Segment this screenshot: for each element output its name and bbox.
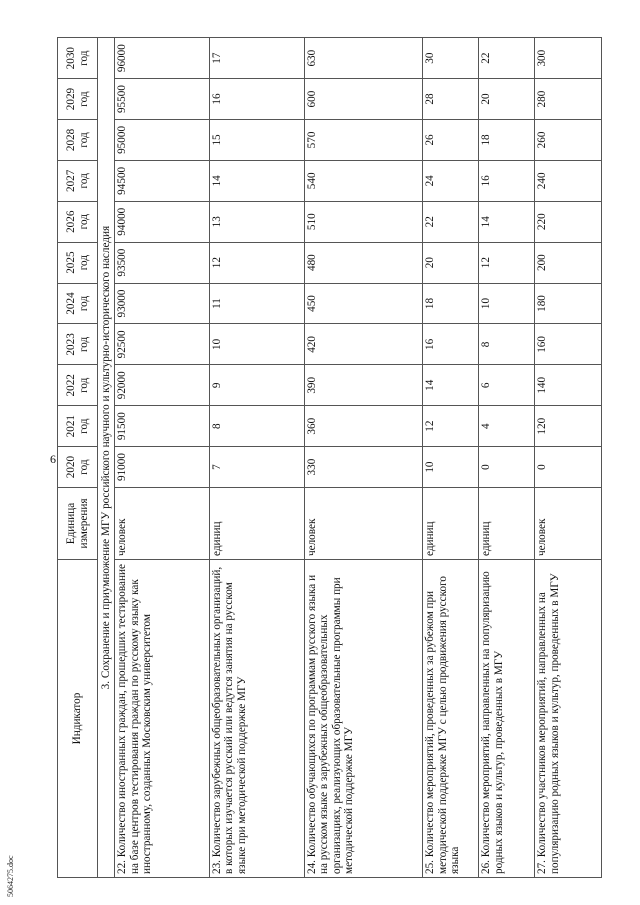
value-cell: 450 [304,283,422,324]
header-year: 2024 год [58,283,98,324]
table-row [304,38,422,878]
value-cell: 160 [535,324,602,365]
value-cell: 18 [423,283,479,324]
indicator-cell: 22. Количество иностранных граждан, прошедших тестирование на базе центров тестирования граждан по русскому языку как иностранному, созданных Московским университетом [115,560,210,878]
indicator-cell: 24. Количество обучающихся по программам русского языка и на русском языке в зарубежных общеобразовательных организациях, реализующих образовательные программы при методической поддержке МГУ [304,560,422,878]
table-row [115,38,210,878]
value-cell: 28 [423,79,479,120]
value-cell: 92500 [115,324,210,365]
value-cell: 330 [304,447,422,488]
rotated-table-sheet [57,38,602,878]
value-cell: 0 [479,447,535,488]
header-unit: Единица измерения [58,488,98,560]
table-row [479,38,535,878]
value-cell: 9 [209,365,304,406]
value-cell: 420 [304,324,422,365]
indicator-cell: 23. Количество зарубежных общеобразовательных организаций, в которых изучается русский или ведутся занятия на русском языке при методической поддержке МГУ [209,560,304,878]
indicators-table [57,37,602,878]
value-cell: 10 [209,324,304,365]
value-cell: 4 [479,406,535,447]
value-cell: 17 [209,38,304,79]
value-cell: 94000 [115,201,210,242]
value-cell: 240 [535,160,602,201]
value-cell: 94500 [115,160,210,201]
unit-cell: единиц [209,488,304,560]
value-cell: 93000 [115,283,210,324]
value-cell: 18 [479,119,535,160]
table-row [423,38,479,878]
value-cell: 95500 [115,79,210,120]
header-year: 2025 год [58,242,98,283]
value-cell: 91000 [115,447,210,488]
indicator-cell: 25. Количество мероприятий, проведенных за рубежом при методической поддержке МГУ с целью продвижения русского языка [423,560,479,878]
value-cell: 16 [423,324,479,365]
value-cell: 92000 [115,365,210,406]
section-title: 3. Сохранение и приумножение МГУ российского научного и культурно-исторического наследия [98,38,115,878]
value-cell: 11 [209,283,304,324]
value-cell: 390 [304,365,422,406]
value-cell: 26 [423,119,479,160]
value-cell: 13 [209,201,304,242]
header-indicator: Индикатор [58,560,98,878]
indicator-cell: 27. Количество участников мероприятий, направленных на популяризацию родных языков и культур, проведенных в МГУ [535,560,602,878]
value-cell: 30 [423,38,479,79]
table-row [209,38,304,878]
unit-cell: единиц [479,488,535,560]
footer-code: 5064275.doc [6,855,15,897]
value-cell: 20 [423,242,479,283]
header-year: 2022 год [58,365,98,406]
value-cell: 95000 [115,119,210,160]
value-cell: 480 [304,242,422,283]
value-cell: 630 [304,38,422,79]
value-cell: 96000 [115,38,210,79]
value-cell: 12 [479,242,535,283]
value-cell: 540 [304,160,422,201]
value-cell: 180 [535,283,602,324]
header-year: 2027 год [58,160,98,201]
header-year: 2029 год [58,79,98,120]
header-year: 2021 год [58,406,98,447]
value-cell: 8 [479,324,535,365]
unit-cell: человек [115,488,210,560]
value-cell: 200 [535,242,602,283]
value-cell: 12 [209,242,304,283]
table-header-row [58,38,98,878]
value-cell: 8 [209,406,304,447]
value-cell: 24 [423,160,479,201]
value-cell: 10 [479,283,535,324]
value-cell: 220 [535,201,602,242]
page-number: 6 [50,452,56,466]
value-cell: 570 [304,119,422,160]
value-cell: 22 [423,201,479,242]
value-cell: 20 [479,79,535,120]
value-cell: 600 [304,79,422,120]
header-year: 2026 год [58,201,98,242]
header-year: 2020 год [58,447,98,488]
value-cell: 14 [479,201,535,242]
unit-cell: единиц [423,488,479,560]
section-row [98,38,115,878]
value-cell: 22 [479,38,535,79]
value-cell: 6 [479,365,535,406]
unit-cell: человек [304,488,422,560]
value-cell: 93500 [115,242,210,283]
value-cell: 0 [535,447,602,488]
value-cell: 14 [423,365,479,406]
table-row [535,38,602,878]
value-cell: 510 [304,201,422,242]
indicator-cell: 26. Количество мероприятий, направленных на популяризацию родных языков и культур, проведенных в МГУ [479,560,535,878]
value-cell: 14 [209,160,304,201]
value-cell: 10 [423,447,479,488]
header-year: 2030 год [58,38,98,79]
value-cell: 12 [423,406,479,447]
value-cell: 260 [535,119,602,160]
value-cell: 91500 [115,406,210,447]
value-cell: 120 [535,406,602,447]
value-cell: 360 [304,406,422,447]
unit-cell: человек [535,488,602,560]
value-cell: 16 [209,79,304,120]
header-year: 2028 год [58,119,98,160]
value-cell: 15 [209,119,304,160]
value-cell: 16 [479,160,535,201]
value-cell: 7 [209,447,304,488]
value-cell: 140 [535,365,602,406]
value-cell: 280 [535,79,602,120]
value-cell: 300 [535,38,602,79]
header-year: 2023 год [58,324,98,365]
